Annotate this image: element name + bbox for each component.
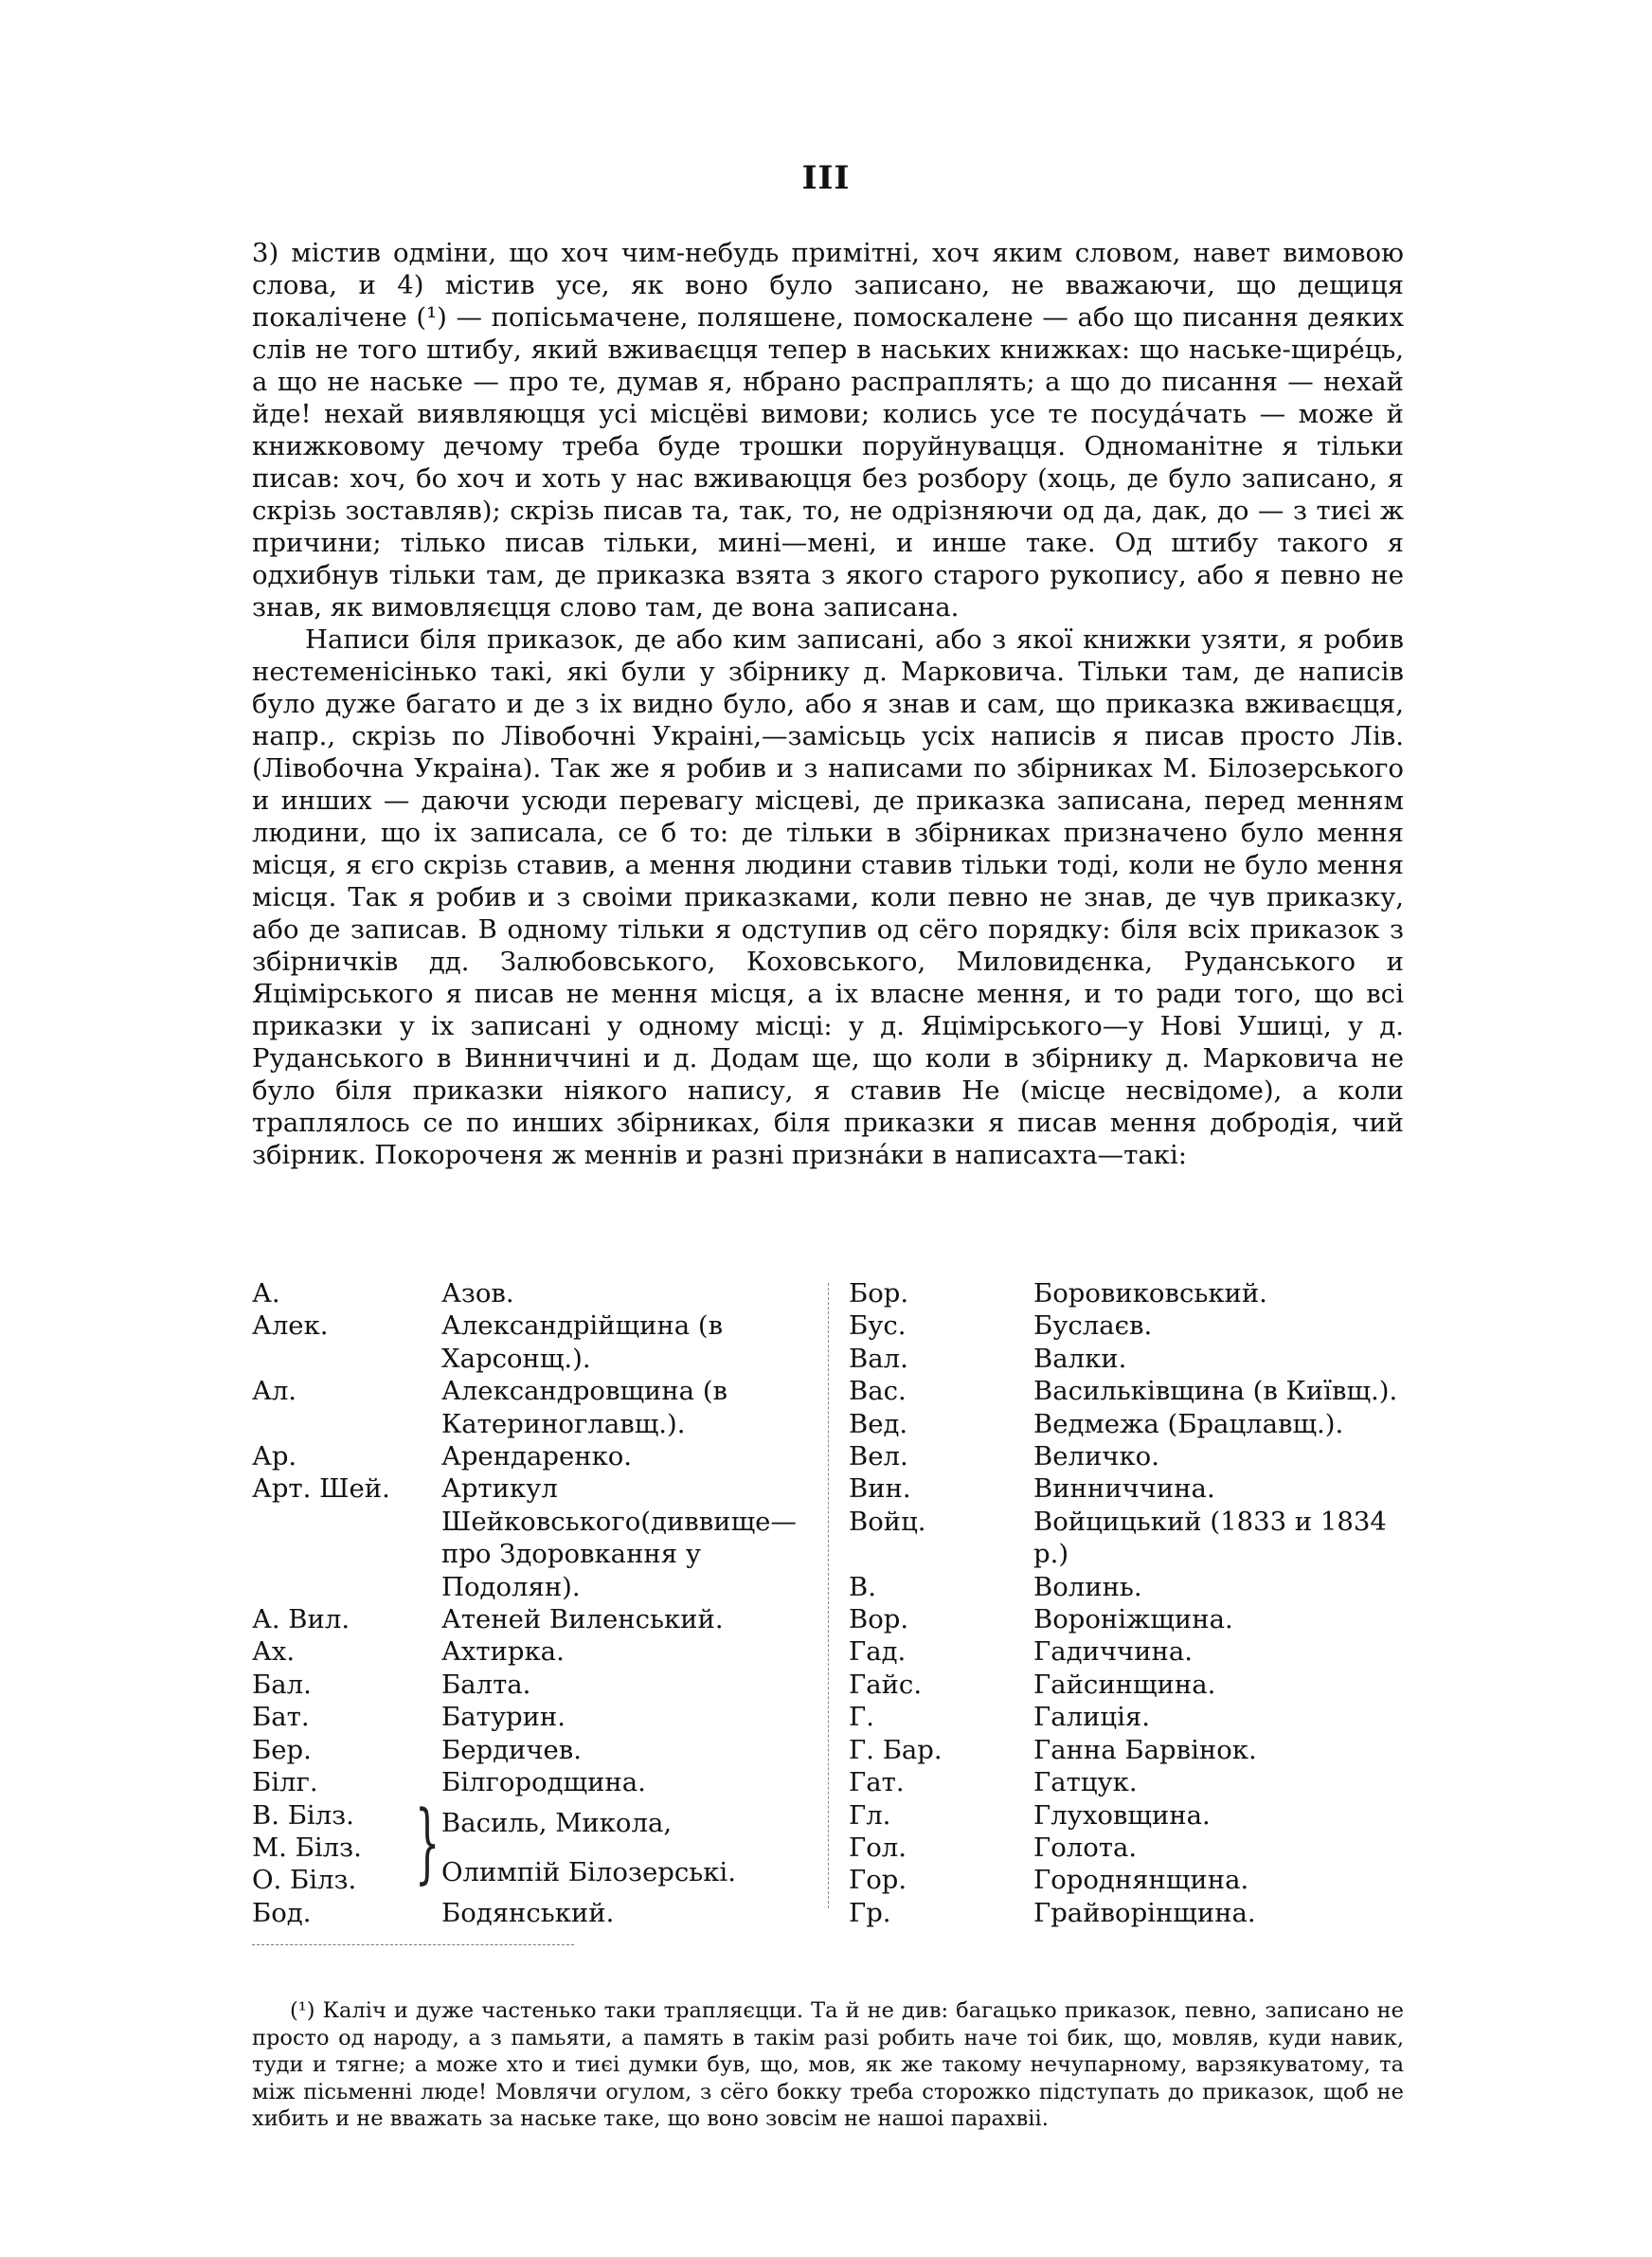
brace-keys bbox=[252, 1791, 441, 1897]
abbreviation-row bbox=[252, 1603, 830, 1635]
abbreviation-row bbox=[252, 1766, 830, 1798]
abbreviation-key: Білг. bbox=[252, 1767, 318, 1798]
abbreviation-key: О. Білз. bbox=[252, 1865, 357, 1896]
abbreviation-key: Ар. bbox=[252, 1441, 297, 1472]
abbreviation-key: Г. bbox=[849, 1702, 874, 1733]
abbreviation-key: Алек. bbox=[252, 1310, 329, 1342]
abbreviation-key: Бор. bbox=[849, 1278, 909, 1309]
abbreviation-key: Г. Бар. bbox=[849, 1734, 943, 1765]
abbreviation-row bbox=[849, 1375, 1404, 1407]
body-text bbox=[252, 237, 1404, 1171]
abbreviation-row bbox=[252, 1440, 830, 1472]
abbreviation-value: Волинь. bbox=[1033, 1571, 1142, 1602]
paragraph-2: Написи біля приказок, де або ким записані, або з якої книжки узяти, я робив нестеменісінько такі, які були у збірнику д. Марковича. Тільки там, де написів було дуже багато и де з іх видно було, або я знав и сам, що приказка вживаєцця, напр., скрізь по Лівобочні Украіні,—замісьць усіх написів я писав просто Лів. (Лівобочна Украіна). Так же я робив и з написами по збірниках М. Білозерського и инших — даючи усюди перевагу місцеві, де приказка записана, перед менням людини, що іх записала, се б то: де тільки в збірниках призначено було мення місця, я єго скрізь ставив, а мення людини ставив тільки тоді, коли не було мення місця. Так я робив и з своіми приказками, коли певно не знав, де чув приказку, або де записав. В одному тільки я одступив од сёго порядку: біля всіх приказок з збірничків дд. Залюбовського, Коховського, Миловидєнка, Руданського и Яцімірського я писав не мення місця, а іх власне мення, и то ради того, що всі приказки у іх записані у одному місці: у д. Яцімірського—у Нові Ушиці, у д. Руданського в Винниччині и д. Додам ще, що коли в збірнику д. Марковича не було біля приказки ніякого напису, я ставив Не (місце несвідоме), а коли траплялось се по инших збірниках, біля приказки я писав мення добродія, чий збірник. Покороченя ж меннів и разні признáки в написахта—такі: bbox=[252, 624, 1404, 1170]
abbreviation-key: Гат. bbox=[849, 1767, 905, 1798]
abbreviation-value: Галиція. bbox=[1033, 1702, 1150, 1733]
abbreviation-row bbox=[849, 1472, 1404, 1505]
abbreviation-value: Гатцук. bbox=[1033, 1767, 1138, 1798]
abbreviation-value: Винниччина. bbox=[1033, 1473, 1215, 1505]
abbreviation-key: Гайс. bbox=[849, 1669, 923, 1700]
abbreviation-row bbox=[849, 1701, 1404, 1733]
abbreviation-column-left bbox=[252, 1277, 830, 1929]
abbreviation-brace-group bbox=[252, 1791, 830, 1897]
abbreviation-row bbox=[849, 1897, 1404, 1929]
abbreviation-column-right bbox=[849, 1277, 1404, 1929]
abbreviation-row bbox=[252, 1375, 830, 1440]
abbreviation-value: Величко. bbox=[1033, 1441, 1159, 1472]
abbreviation-key: В. bbox=[849, 1571, 876, 1602]
abbreviation-row bbox=[252, 1472, 830, 1603]
abbreviation-key: Гр. bbox=[849, 1897, 891, 1928]
abbreviation-key: Бат. bbox=[252, 1702, 310, 1733]
abbreviation-value: Бердичев. bbox=[441, 1734, 583, 1765]
abbreviation-key: Гад. bbox=[849, 1636, 907, 1668]
page-number: III bbox=[801, 159, 851, 197]
abbreviation-row bbox=[849, 1799, 1404, 1832]
abbreviation-key: Бус. bbox=[849, 1310, 907, 1342]
abbreviation-value: Голота. bbox=[1033, 1832, 1138, 1863]
abbreviation-value: Атеней Виленський. bbox=[441, 1604, 724, 1635]
abbreviation-row bbox=[252, 1701, 830, 1733]
abbreviation-key: Ах. bbox=[252, 1636, 296, 1668]
abbreviation-value: Азов. bbox=[441, 1278, 514, 1309]
abbreviation-row bbox=[252, 1635, 830, 1668]
abbreviation-value: Бодянський. bbox=[441, 1897, 615, 1928]
abbreviation-key: Бод. bbox=[252, 1897, 312, 1928]
abbreviation-row bbox=[849, 1669, 1404, 1701]
footnote bbox=[252, 1997, 1404, 2133]
abbreviation-key: А. bbox=[252, 1278, 280, 1309]
abbreviation-key: В. Білз. bbox=[252, 1799, 354, 1831]
abbreviation-key: Бер. bbox=[252, 1734, 312, 1765]
abbreviation-row bbox=[849, 1408, 1404, 1440]
abbreviation-key: Бал. bbox=[252, 1669, 312, 1700]
abbreviation-key: Вор. bbox=[849, 1604, 909, 1635]
abbreviation-row bbox=[252, 1897, 830, 1929]
abbreviation-value: Вороніжщина. bbox=[1033, 1604, 1233, 1635]
abbreviation-key: М. Білз. bbox=[252, 1832, 362, 1863]
abbreviation-row bbox=[849, 1343, 1404, 1375]
abbreviation-value: Александровщина (в Катериноглавщ.). bbox=[441, 1376, 728, 1439]
abbreviation-key: Арт. Шей. bbox=[252, 1473, 390, 1505]
abbreviation-value: Глуховщина. bbox=[1033, 1799, 1211, 1831]
abbreviation-row bbox=[849, 1864, 1404, 1896]
abbreviation-value: Василь, Микола, bbox=[441, 1807, 673, 1838]
abbreviation-key: Вин. bbox=[849, 1473, 911, 1505]
abbreviation-key: А. Вил. bbox=[252, 1604, 350, 1635]
abbreviation-value: Грайворінщина. bbox=[1033, 1897, 1256, 1928]
abbreviation-value: Валки. bbox=[1033, 1343, 1127, 1374]
abbreviation-value: Боровиковський. bbox=[1033, 1278, 1267, 1309]
abbreviation-value: Александрійщина (в Харсонщ.). bbox=[441, 1310, 724, 1374]
abbreviation-row bbox=[849, 1603, 1404, 1635]
abbreviation-row bbox=[252, 1309, 830, 1375]
abbreviation-key: Войц. bbox=[849, 1506, 926, 1537]
abbreviation-row bbox=[252, 1277, 830, 1309]
abbreviation-value: Батурин. bbox=[441, 1702, 566, 1733]
abbreviation-value: Гайсинщина. bbox=[1033, 1669, 1216, 1700]
abbreviation-table bbox=[252, 1277, 1404, 1928]
curly-brace-icon: } bbox=[415, 1791, 440, 1893]
footnote-text: (¹) Калiч и дуже частенько таки трапляєцци. Та й не див: багацько приказок, певно, записано не просто од народу, а з памьяти, а память в такім разі робить наче тоі бик, що, мовляв, куди навик, туди и тягне; а може хто и тиєі думки був, що, мов, як же такому нечупарному, варзякуватому, та між пісьменні люде! Мовлячи огулом, з сёго бокку треба сторожко підступать до приказок, щоб не хибить и не вважать за наське таке, що воно зовсім не нашоі парахвіі. bbox=[252, 1998, 1404, 2131]
abbreviation-value: Васильківщина (в Київщ.). bbox=[1033, 1376, 1398, 1407]
abbreviation-key: Вел. bbox=[849, 1441, 908, 1472]
abbreviation-value: Войцицький (1833 и 1834 р.) bbox=[1033, 1506, 1387, 1570]
abbreviation-key: Ал. bbox=[252, 1376, 297, 1407]
abbreviation-row bbox=[252, 1669, 830, 1701]
abbreviation-value: Ганна Барвінок. bbox=[1033, 1734, 1257, 1765]
abbreviation-row bbox=[849, 1440, 1404, 1472]
abbreviation-row bbox=[849, 1571, 1404, 1603]
footnote-separator bbox=[252, 1944, 574, 1945]
abbreviation-key: Вас. bbox=[849, 1376, 907, 1407]
abbreviation-row bbox=[849, 1309, 1404, 1342]
abbreviation-value: Городнянщина. bbox=[1033, 1865, 1249, 1896]
brace-values bbox=[441, 1799, 820, 1897]
abbreviation-row bbox=[849, 1734, 1404, 1766]
abbreviation-row bbox=[849, 1277, 1404, 1309]
abbreviation-value: Буслаєв. bbox=[1033, 1310, 1153, 1342]
paragraph-1: 3) містив одміни, що хоч чим-небудь примітні, хоч яким словом, навет вимовою слова, и 4) містив усе, як воно було записано, не вважаючи, що дещиця покалічене (¹) — попісьмачене, поляшене, помоскалене — або що писання деяких слів не того штибу, який вживаєцця тепер в наських книжках: що наське-щирéць, а що не наське — про те, думав я, нбрано распраплять; а що до писання — нехай йде! нехай виявляюцця усі місцёві вимови; колись усе те посудáчать — може й книжковому дечому треба буде трошки поруйнувацця. Одноманітне я тільки писав: хоч, бо хоч и хоть у нас вживаюцця без розбору (хоць, де було записано, я скрізь зоставляв); скрізь писав та, так, то, не одрізняючи од да, дак, до — з тиєі ж причини; тілько писав тільки, мині—мені, и инше таке. Од штибу такого я одхибнув тільки там, де приказка взята з якого старого рукопису, або я певно не знав, як вимовляєцця слово там, де вона записана. bbox=[252, 238, 1404, 623]
abbreviation-value: Артикул Шейковського(диввище—про Здоровкання у Подолян). bbox=[441, 1473, 797, 1602]
abbreviation-value: Ахтирка. bbox=[441, 1636, 565, 1668]
abbreviation-key: Вед. bbox=[849, 1408, 908, 1439]
abbreviation-key: Гл. bbox=[849, 1799, 891, 1831]
abbreviation-row bbox=[849, 1506, 1404, 1571]
abbreviation-value: Балта. bbox=[441, 1669, 531, 1700]
abbreviation-value: Білгородщина. bbox=[441, 1767, 646, 1798]
abbreviation-key: Вал. bbox=[849, 1343, 908, 1374]
abbreviation-key: Гор. bbox=[849, 1865, 907, 1896]
abbreviation-row bbox=[849, 1832, 1404, 1864]
abbreviation-value: Ведмежа (Брацлавщ.). bbox=[1033, 1408, 1344, 1439]
abbreviation-key: Гол. bbox=[849, 1832, 907, 1863]
abbreviation-row bbox=[849, 1635, 1404, 1668]
abbreviation-row bbox=[849, 1766, 1404, 1798]
abbreviation-value: Гадиччина. bbox=[1033, 1636, 1194, 1668]
abbreviation-row bbox=[252, 1734, 830, 1766]
abbreviation-value: Олимпій Білозерські. bbox=[441, 1856, 736, 1887]
abbreviation-value: Арендаренко. bbox=[441, 1441, 633, 1472]
